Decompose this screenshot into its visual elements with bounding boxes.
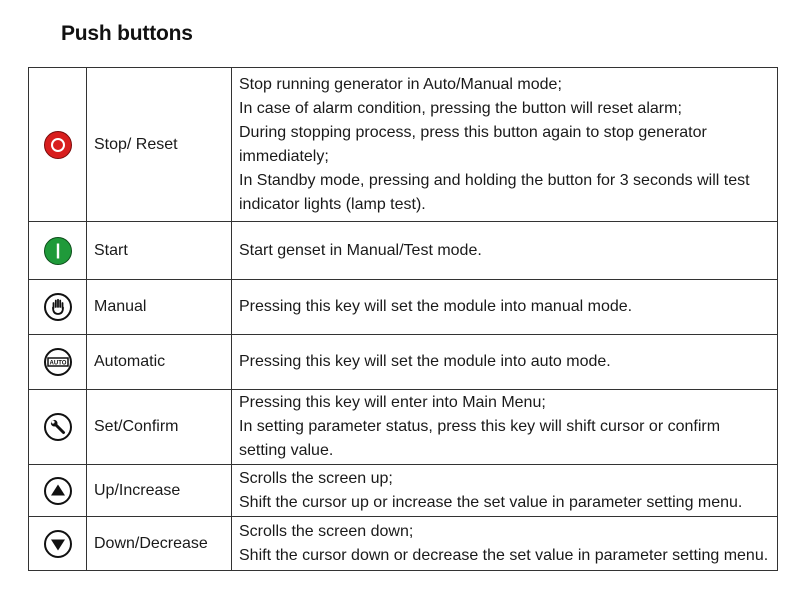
up-arrow-icon: [43, 476, 73, 506]
button-name: Down/Decrease: [87, 517, 232, 571]
button-description: [232, 335, 778, 390]
button-name: Manual: [87, 280, 232, 335]
button-name: Stop/ Reset: [87, 68, 232, 222]
button-description: [232, 465, 778, 517]
description-line: Scrolls the screen up;: [239, 469, 393, 487]
description-line: During stopping process, press this button again to stop generator: [239, 123, 707, 141]
push-buttons-table: [28, 67, 778, 571]
stop-reset-icon: [43, 130, 73, 160]
button-name: Up/Increase: [87, 465, 232, 517]
button-description: [232, 68, 778, 222]
description-line: In setting parameter status, press this key will shift cursor or confirm: [239, 418, 721, 435]
button-name: Automatic: [87, 335, 232, 390]
icon-cell: [29, 517, 87, 571]
description-line: Pressing this key will set the module into manual mode.: [239, 298, 633, 315]
page-title: Push buttons: [61, 22, 193, 45]
wrench-icon: [43, 412, 73, 442]
description-line: Shift the cursor down or decrease the set value in parameter setting menu.: [239, 546, 769, 564]
auto-icon: [43, 347, 73, 377]
table-row: [29, 280, 778, 335]
description-line: setting value.: [239, 442, 334, 459]
description-line: In Standby mode, pressing and holding the button for 3 seconds will test: [239, 171, 750, 189]
table-row: [29, 517, 778, 571]
icon-cell: [29, 335, 87, 390]
manual-hand-icon: [43, 292, 73, 322]
description-line: Stop running generator in Auto/Manual mode;: [239, 75, 562, 93]
description-line: Scrolls the screen down;: [239, 522, 414, 540]
description-line: Pressing this key will set the module into auto mode.: [239, 353, 611, 370]
description-line: In case of alarm condition, pressing the button will reset alarm;: [239, 99, 682, 117]
description-line: immediately;: [239, 147, 329, 165]
table-row: [29, 390, 778, 465]
button-name: Set/Confirm: [87, 390, 232, 465]
description-line: indicator lights (lamp test).: [239, 195, 426, 213]
table-row: [29, 68, 778, 222]
button-description: [232, 390, 778, 465]
description-line: Shift the cursor up or increase the set value in parameter setting menu.: [239, 493, 743, 511]
description-line: Pressing this key will enter into Main Menu;: [239, 394, 546, 411]
table-row: [29, 222, 778, 280]
description-line: Start genset in Manual/Test mode.: [239, 241, 482, 259]
icon-cell: [29, 222, 87, 280]
start-icon: [43, 236, 73, 266]
button-description: [232, 517, 778, 571]
table-row: [29, 465, 778, 517]
table-row: [29, 335, 778, 390]
icon-cell: [29, 280, 87, 335]
button-name: Start: [87, 222, 232, 280]
icon-cell: [29, 390, 87, 465]
icon-cell: [29, 465, 87, 517]
auto-icon-label: AUTO: [49, 360, 66, 367]
button-description: [232, 280, 778, 335]
button-description: [232, 222, 778, 280]
icon-cell: [29, 68, 87, 222]
down-arrow-icon: [43, 529, 73, 559]
